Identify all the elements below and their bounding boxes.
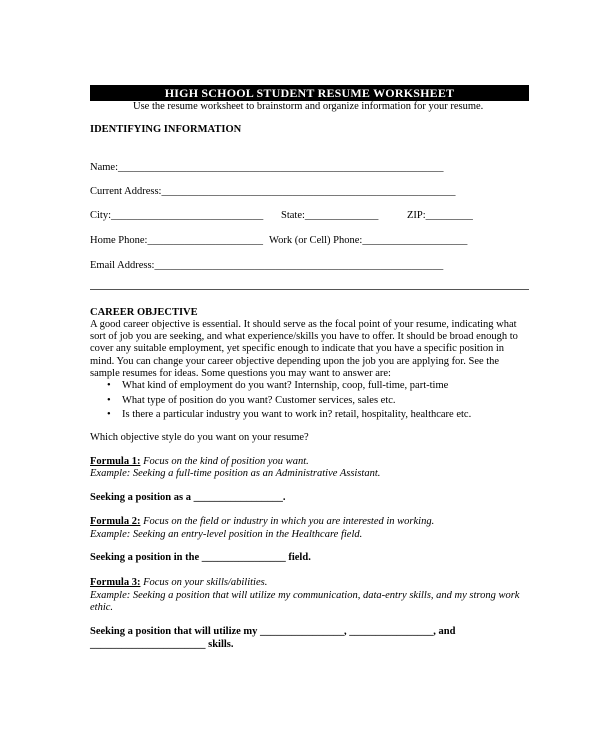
formula-3-label: Formula 3: [90,577,141,588]
formula-2-focus: Focus on the field or industry in which you are interested in working. [140,516,435,527]
home-phone-field[interactable]: Home Phone:______________________ [90,235,263,246]
career-objective-heading: CAREER OBJECTIVE [90,307,198,318]
formula-2-example: Example: Seeking an entry-level position in the Healthcare field. [90,529,363,540]
formula-2-line [90,516,434,529]
formula-1-template[interactable]: Seeking a position as a _________________. [90,492,286,503]
list-item: • Is there a particular industry you want to work in? retail, hospitality, healthcare etc. [105,408,471,423]
list-item: • What kind of employment do you want? Internship, coop, full-time, part-time [105,379,471,394]
formula-3-line [90,577,267,590]
formula-1-line [90,456,309,469]
worksheet-title: HIGH SCHOOL STUDENT RESUME WORKSHEET [90,85,529,101]
formula-1-focus: Focus on the kind of position you want. [140,456,309,467]
list-item: • What type of position do you want? Customer services, sales etc. [105,394,471,409]
career-objective-paragraph: A good career objective is essential. It should serve as the focal point of your resume, indicating what sort of job you are seeking, and what experience/skills you have to offer. It should be broad enough to cover any suitable employment, yet specific enough to indicate that you have a specific position in mind. You can change your career objective depending upon the job you are applying for. See the sample resumes for ideas. Some questions you may want to answer are: [90,319,518,379]
formula-3-focus: Focus on your skills/abilities. [140,577,268,588]
zip-field[interactable]: ZIP:_________ [407,210,473,221]
identifying-heading: IDENTIFYING INFORMATION [90,124,242,135]
formula-1-example: Example: Seeking a full-time position as an Administrative Assistant. [90,468,381,479]
formula-3-example: Example: Seeking a position that will utilize my communication, data-entry skills, and my strong work ethic. [90,590,520,614]
address-field[interactable]: Current Address:________________________________________________________ [90,186,456,197]
section-divider [90,289,529,290]
name-field[interactable]: Name:______________________________________________________________ [90,162,444,173]
formula-2-template[interactable]: Seeking a position in the ________________ field. [90,552,311,563]
formula-3-template-line-2[interactable]: ______________________ skills. [90,639,234,650]
email-field[interactable]: Email Address:_______________________________________________________ [90,260,444,271]
formula-2-label: Formula 2: [90,516,141,527]
formula-3-template-line-1[interactable]: Seeking a position that will utilize my ________________, ________________, and [90,626,456,637]
formula-1-label: Formula 1: [90,456,141,467]
objective-style-question: Which objective style do you want on your resume? [90,432,309,443]
question-list [105,379,471,423]
cell-phone-field[interactable]: Work (or Cell) Phone:____________________ [269,235,468,246]
city-field[interactable]: City:_____________________________ [90,210,264,221]
state-field[interactable]: State:______________ [281,210,379,221]
worksheet-subtitle: Use the resume worksheet to brainstorm and organize information for your resume. [133,101,484,112]
